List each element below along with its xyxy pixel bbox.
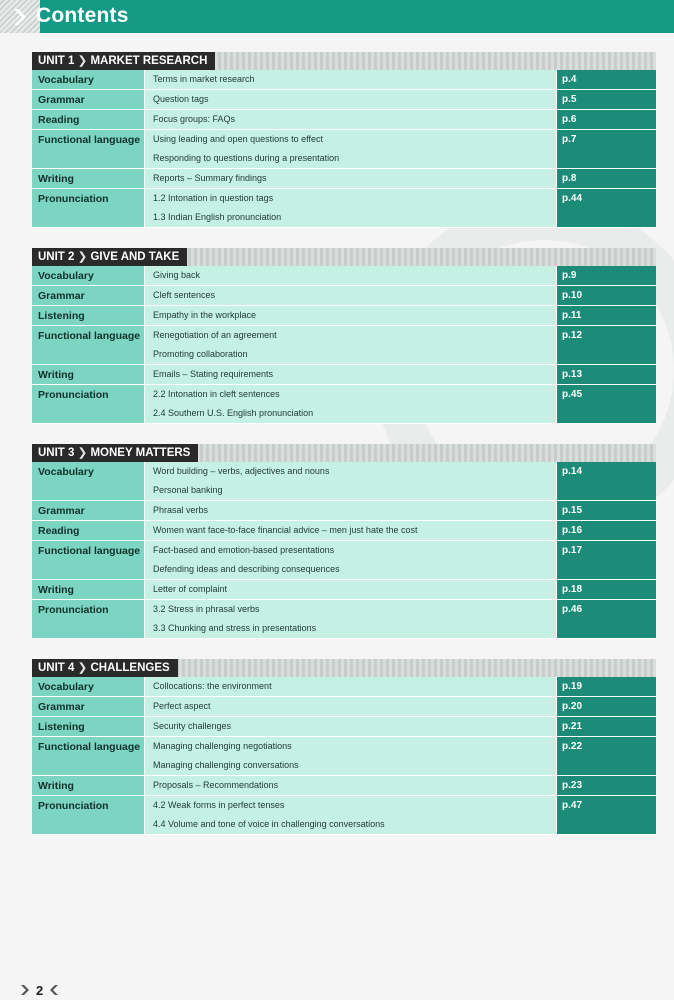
row-category: Grammar (32, 286, 144, 305)
table-row (32, 110, 656, 130)
row-topic: Terms in market research (153, 74, 255, 84)
unit-number: UNIT 3 (38, 447, 75, 459)
row-category: Vocabulary (32, 462, 144, 500)
row-topics (144, 266, 556, 285)
row-page-reference: p.5 (556, 90, 656, 109)
row-topic: 3.3 Chunking and stress in presentations (153, 623, 317, 633)
row-topic: 1.3 Indian English pronunciation (153, 212, 282, 222)
row-page-reference: p.7 (556, 130, 656, 168)
row-topics (144, 326, 556, 364)
row-topics (144, 697, 556, 716)
row-topics (144, 365, 556, 384)
row-topic: 4.4 Volume and tone of voice in challenging conversations (153, 819, 385, 829)
row-topic: Question tags (153, 94, 209, 104)
row-topics (144, 70, 556, 89)
row-page-reference: p.47 (556, 796, 656, 834)
row-category: Grammar (32, 697, 144, 716)
table-row (32, 462, 656, 501)
chevron-right-icon: ❯ (74, 55, 91, 67)
row-topic: Managing challenging conversations (153, 760, 299, 770)
row-topic: Managing challenging negotiations (153, 741, 292, 751)
table-row (32, 776, 656, 796)
row-category: Vocabulary (32, 70, 144, 89)
unit-number: UNIT 1 (38, 55, 75, 67)
unit-rows (32, 677, 656, 835)
row-topics (144, 110, 556, 129)
header-bar (0, 0, 674, 33)
row-topics (144, 541, 556, 579)
row-topics (144, 796, 556, 834)
table-row (32, 130, 656, 169)
row-page-reference: p.8 (556, 169, 656, 188)
row-page-reference: p.12 (556, 326, 656, 364)
unit-header-bar (32, 248, 656, 266)
row-topic: Renegotiation of an agreement (153, 330, 277, 340)
table-row (32, 90, 656, 110)
unit-rows (32, 266, 656, 424)
unit-title (32, 52, 215, 70)
unit-rows (32, 70, 656, 228)
row-topic: Letter of complaint (153, 584, 228, 594)
table-row (32, 737, 656, 776)
row-page-reference: p.6 (556, 110, 656, 129)
unit-name: MARKET RESEARCH (90, 55, 208, 67)
row-page-reference: p.44 (556, 189, 656, 227)
unit-header-bar (32, 444, 656, 462)
table-row (32, 697, 656, 717)
row-page-reference: p.10 (556, 286, 656, 305)
row-topic: 4.2 Weak forms in perfect tenses (153, 800, 285, 810)
row-topic: Personal banking (153, 485, 223, 495)
unit-section (32, 659, 656, 835)
row-page-reference: p.16 (556, 521, 656, 540)
unit-header-bar (32, 52, 656, 70)
row-category: Writing (32, 776, 144, 795)
chevron-right-icon (12, 7, 28, 27)
row-topic: Promoting collaboration (153, 349, 248, 359)
row-topic: Responding to questions during a presentation (153, 153, 340, 163)
row-category: Reading (32, 110, 144, 129)
unit-section (32, 52, 656, 228)
table-row (32, 796, 656, 835)
row-page-reference: p.20 (556, 697, 656, 716)
row-category: Listening (32, 717, 144, 736)
chevron-right-icon: ❯ (74, 662, 91, 674)
row-topics (144, 776, 556, 795)
row-category: Vocabulary (32, 266, 144, 285)
row-page-reference: p.46 (556, 600, 656, 638)
table-row (32, 501, 656, 521)
row-topics (144, 521, 556, 540)
table-row (32, 580, 656, 600)
row-topic: 2.4 Southern U.S. English pronunciation (153, 408, 314, 418)
row-topic: Reports – Summary findings (153, 173, 267, 183)
unit-section (32, 248, 656, 424)
page-number: 2 (36, 982, 44, 998)
table-row (32, 600, 656, 639)
row-page-reference: p.17 (556, 541, 656, 579)
row-topic: Collocations: the environment (153, 681, 272, 691)
row-category: Functional language (32, 737, 144, 775)
row-topic: Using leading and open questions to effect (153, 134, 323, 144)
row-category: Listening (32, 306, 144, 325)
row-page-reference: p.15 (556, 501, 656, 520)
chevron-right-icon: ❯ (74, 447, 91, 459)
row-category: Functional language (32, 130, 144, 168)
row-page-reference: p.11 (556, 306, 656, 325)
row-page-reference: p.19 (556, 677, 656, 696)
unit-number: UNIT 4 (38, 662, 75, 674)
row-page-reference: p.23 (556, 776, 656, 795)
row-topics (144, 462, 556, 500)
unit-section (32, 444, 656, 639)
row-page-reference: p.45 (556, 385, 656, 423)
row-topic: Empathy in the workplace (153, 310, 257, 320)
row-category: Writing (32, 580, 144, 599)
row-page-reference: p.14 (556, 462, 656, 500)
unit-number: UNIT 2 (38, 251, 75, 263)
row-topics (144, 600, 556, 638)
table-row (32, 306, 656, 326)
row-topics (144, 130, 556, 168)
unit-header-bar (32, 659, 656, 677)
table-row (32, 717, 656, 737)
row-category: Grammar (32, 90, 144, 109)
row-category: Writing (32, 169, 144, 188)
row-topic: Perfect aspect (153, 701, 211, 711)
unit-title (32, 444, 198, 462)
table-row (32, 385, 656, 424)
chevron-right-icon (20, 984, 32, 996)
table-row (32, 677, 656, 697)
row-topic: 1.2 Intonation in question tags (153, 193, 274, 203)
row-topic: Fact-based and emotion-based presentations (153, 545, 335, 555)
row-page-reference: p.18 (556, 580, 656, 599)
row-topics (144, 306, 556, 325)
row-category: Pronunciation (32, 796, 144, 834)
row-category: Pronunciation (32, 600, 144, 638)
table-row (32, 326, 656, 365)
row-page-reference: p.22 (556, 737, 656, 775)
chevron-left-icon (47, 984, 59, 996)
row-category: Pronunciation (32, 385, 144, 423)
row-topics (144, 717, 556, 736)
row-topics (144, 737, 556, 775)
row-topic: Women want face-to-face financial advice – men just hate the cost (153, 525, 418, 535)
row-topic: Defending ideas and describing consequences (153, 564, 340, 574)
unit-title (32, 248, 187, 266)
row-topic: Giving back (153, 270, 201, 280)
row-topic: Security challenges (153, 721, 232, 731)
footer (20, 982, 59, 998)
table-row (32, 541, 656, 580)
row-topics (144, 677, 556, 696)
row-page-reference: p.13 (556, 365, 656, 384)
row-topics (144, 189, 556, 227)
page-title: Contents (36, 4, 129, 27)
row-topic: Proposals – Recommendations (153, 780, 279, 790)
unit-rows (32, 462, 656, 639)
row-topics (144, 286, 556, 305)
table-row (32, 70, 656, 90)
table-row (32, 521, 656, 541)
unit-name: CHALLENGES (90, 662, 170, 674)
chevron-right-icon: ❯ (74, 251, 91, 263)
row-page-reference: p.21 (556, 717, 656, 736)
row-topic: 2.2 Intonation in cleft sentences (153, 389, 280, 399)
unit-title (32, 659, 178, 677)
row-category: Writing (32, 365, 144, 384)
table-row (32, 266, 656, 286)
table-row (32, 365, 656, 385)
row-topic: Phrasal verbs (153, 505, 209, 515)
row-topic: 3.2 Stress in phrasal verbs (153, 604, 260, 614)
row-category: Reading (32, 521, 144, 540)
row-category: Grammar (32, 501, 144, 520)
unit-name: MONEY MATTERS (90, 447, 191, 459)
row-category: Functional language (32, 541, 144, 579)
row-category: Pronunciation (32, 189, 144, 227)
row-topic: Cleft sentences (153, 290, 216, 300)
table-row (32, 286, 656, 306)
row-topic: Word building – verbs, adjectives and nouns (153, 466, 330, 476)
row-category: Functional language (32, 326, 144, 364)
row-topics (144, 580, 556, 599)
row-topics (144, 385, 556, 423)
row-topic: Focus groups: FAQs (153, 114, 236, 124)
row-page-reference: p.4 (556, 70, 656, 89)
row-page-reference: p.9 (556, 266, 656, 285)
row-topics (144, 501, 556, 520)
table-row (32, 189, 656, 228)
row-category: Vocabulary (32, 677, 144, 696)
row-topics (144, 169, 556, 188)
table-row (32, 169, 656, 189)
row-topic: Emails – Stating requirements (153, 369, 274, 379)
row-topics (144, 90, 556, 109)
unit-name: GIVE AND TAKE (90, 251, 180, 263)
